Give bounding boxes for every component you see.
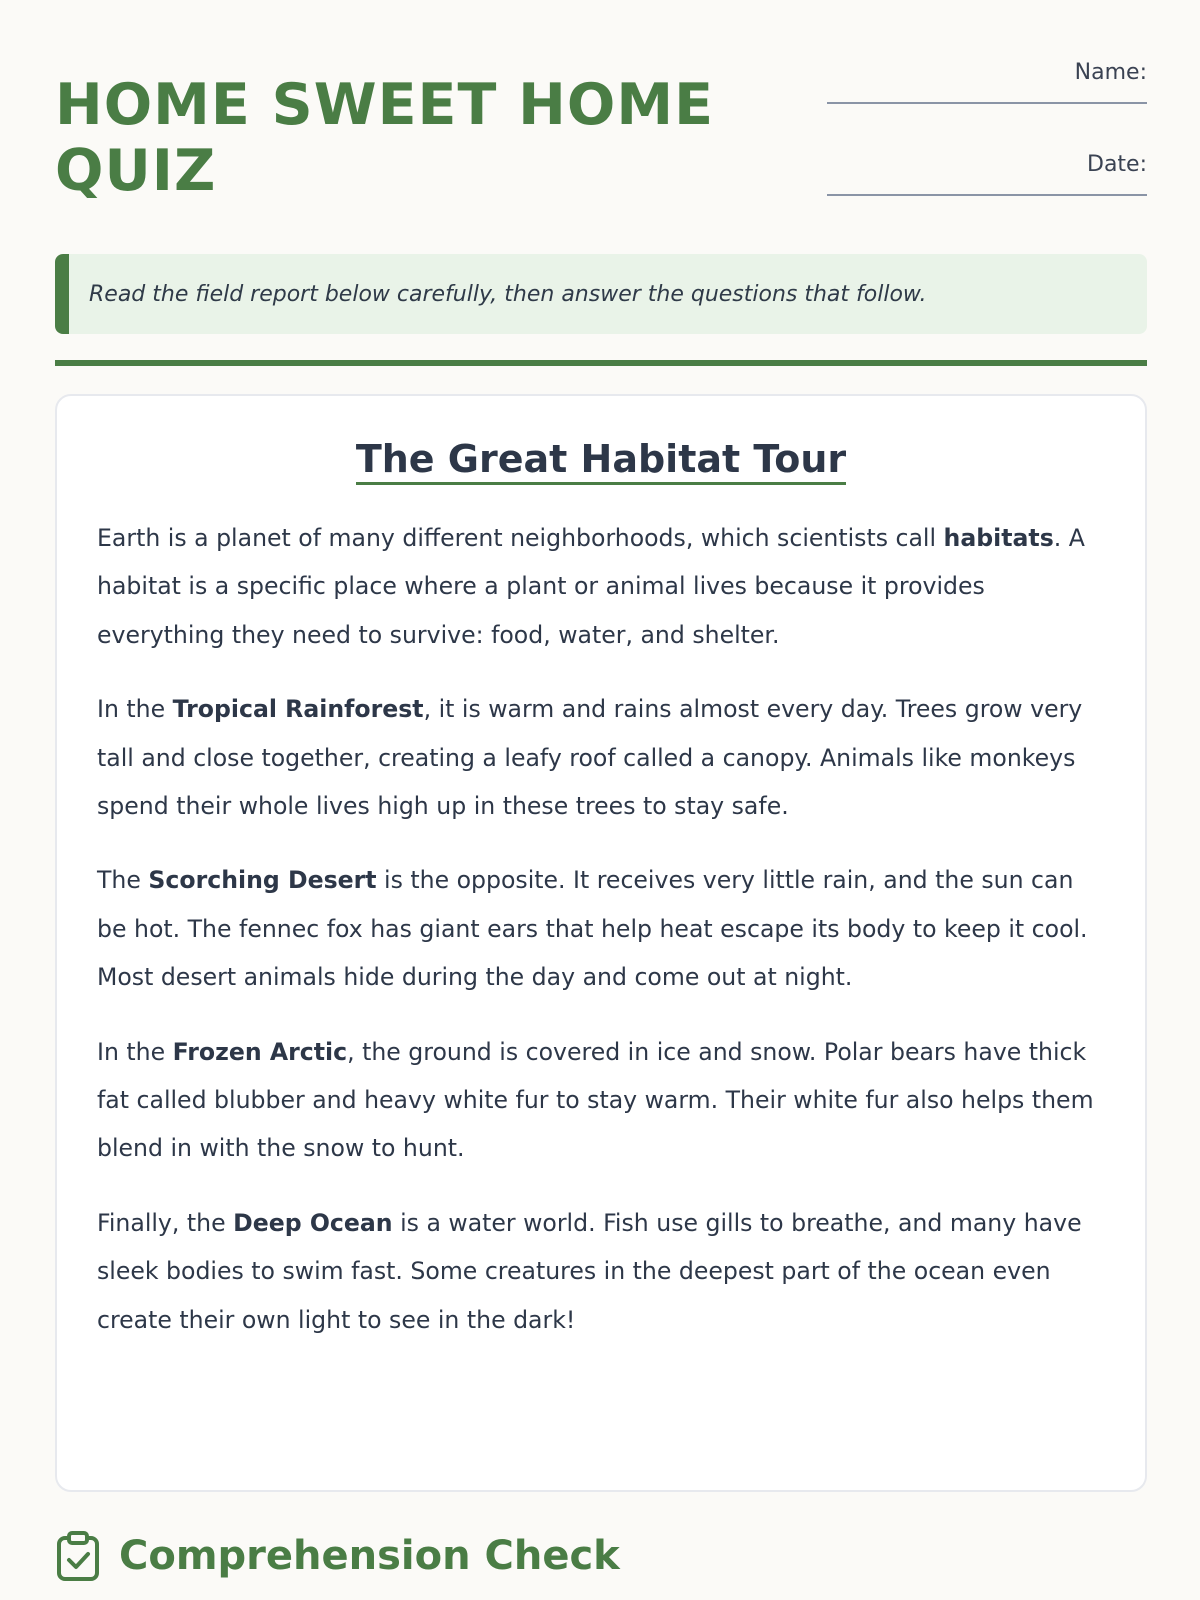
comprehension-heading (55, 1530, 620, 1582)
paragraph-text: is a water world. Fish use gills to breathe, and many have sleek bodies to swim fast. Some creatures in the deepest part of the ocean even create their own light to see in the dark! (97, 1208, 1082, 1334)
paragraph-keyword: Deep Ocean (233, 1208, 393, 1237)
report-title-text: The Great Habitat Tour (356, 437, 846, 485)
paragraph-text: , the ground is covered in ice and snow. Polar bears have thick fat called blubber and heavy white fur to stay warm. Their white fur also helps them blend in with the snow to hunt. (97, 1037, 1094, 1163)
quiz-page (55, 0, 1147, 1579)
paragraph-text: Earth is a planet of many different neighborhoods, which scientists call (97, 524, 944, 552)
name-input-line[interactable] (827, 102, 1147, 104)
paragraph-keyword: Frozen Arctic (172, 1037, 348, 1066)
date-input-line[interactable] (827, 194, 1147, 196)
instruction-box (55, 254, 1147, 334)
paragraph-text: Finally, the (97, 1208, 234, 1237)
report-paragraph (97, 514, 1105, 659)
paragraph-keyword: habitats (943, 524, 1054, 552)
clipboard-check-icon (55, 1530, 101, 1582)
paragraph-text: In the (97, 1037, 173, 1066)
report-title (97, 434, 1105, 484)
paragraph-text: The (97, 866, 149, 895)
report-paragraph (97, 685, 1105, 830)
date-label: Date: (1087, 152, 1147, 177)
paragraph-keyword: Tropical Rainforest (172, 695, 424, 724)
page-title: HOME SWEET HOME QUIZ (55, 72, 715, 204)
section-title: Comprehension Check (119, 1533, 620, 1579)
name-label: Name: (1074, 60, 1147, 85)
report-paragraph (97, 856, 1105, 1001)
paragraph-text: is the opposite. It receives very little rain, and the sun can be hot. The fennec fox has giant ears that help heat escape its body to keep it cool. Most desert animals hide during the day and come out at night. (97, 866, 1088, 992)
report-paragraph (97, 1199, 1105, 1344)
paragraph-text: , it is warm and rains almost every day. Trees grow very tall and close together, creating a leafy roof called a canopy. Animals like monkeys spend their whole lives high up in these trees to stay safe. (97, 695, 1083, 821)
paragraph-keyword: Scorching Desert (148, 866, 377, 895)
report-paragraph (97, 1028, 1105, 1173)
date-field[interactable] (827, 150, 1147, 196)
name-field[interactable] (827, 58, 1147, 104)
header (55, 0, 1147, 230)
section-divider (55, 360, 1147, 366)
instruction-text: Read the field report below carefully, then answer the questions that follow. (89, 281, 927, 307)
report-card (55, 394, 1147, 1492)
paragraph-text: . A habitat is a specific place where a plant or animal lives because it provides everything they need to survive: food, water, and shelter. (97, 524, 1085, 649)
paragraph-text: In the (97, 695, 173, 724)
